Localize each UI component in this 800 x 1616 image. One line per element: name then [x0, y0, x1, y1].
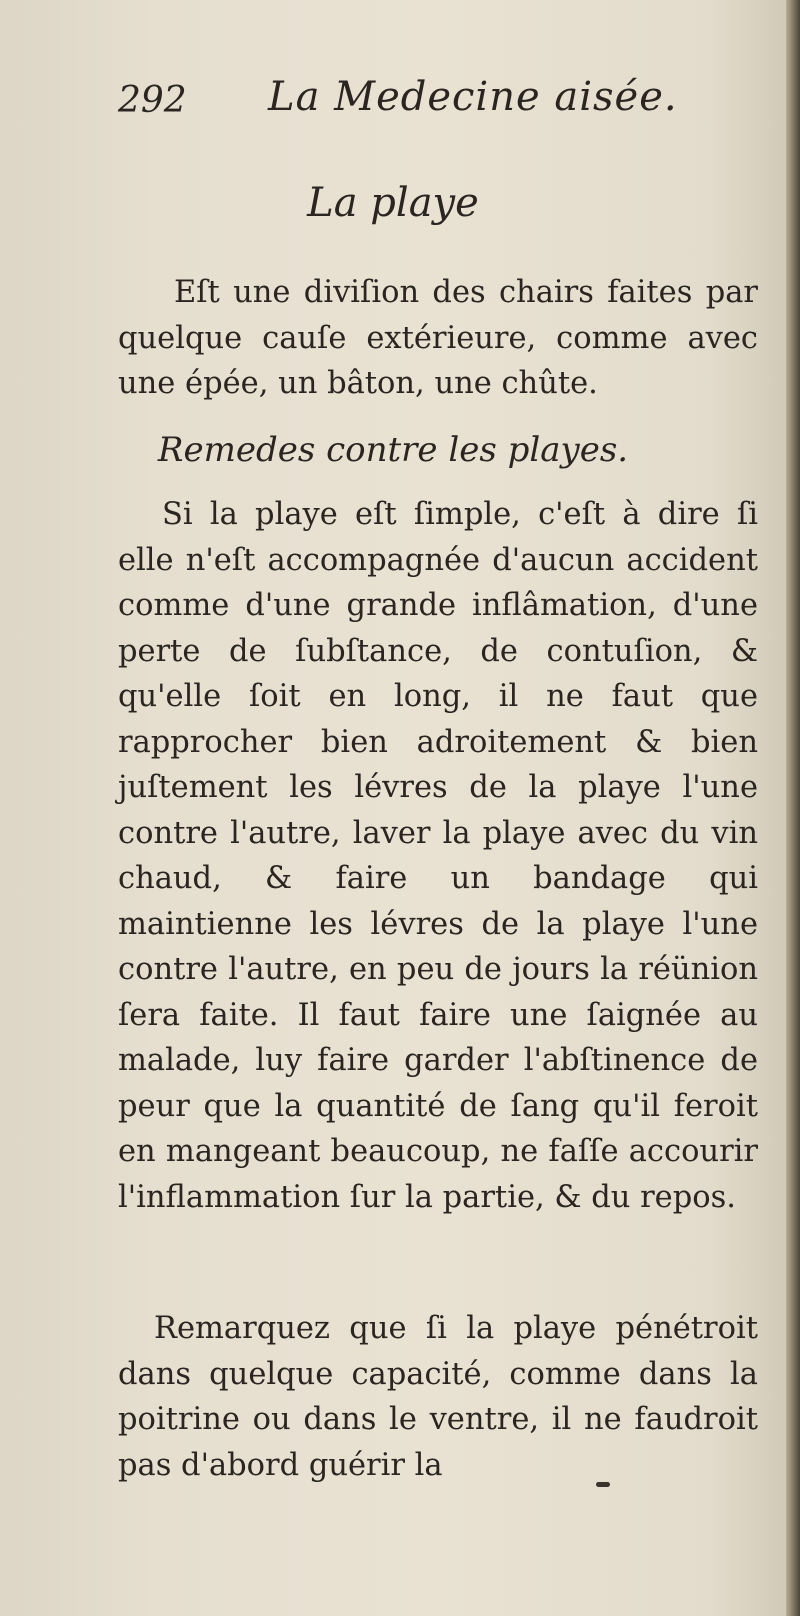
page-number: 292 — [118, 80, 187, 121]
running-title: La Medecine aisée. — [268, 74, 678, 120]
page-edge-shadow — [786, 0, 800, 1616]
paragraph-remedes: Si la playe eſt ſimple, c'eſt à dire ſi elle n'eſt accompagnée d'aucun accident comme d'une grande inflâmation, d'une perte de ſubſtance, de contuſion, & qu'elle ſoit en long, il ne faut que rapprocher bien adroitement & bien juſtement les lévres de la playe l'une contre l'autre, laver la playe avec du vin chaud, & faire un bandage qui maintienne les lévres de la playe l'une contre l'autre, en peu de jours la réünion ſera faite. Il faut faire une ſaignée au malade, luy faire garder l'abſtinence de peur que la quantité de ſang qu'il feroit en mangeant beaucoup, ne faſſe accourir l'inflammation ſur la partie, & du repos. — [118, 497, 758, 1215]
section-heading-playe: La playe — [307, 180, 479, 226]
paragraph-remarquez: Remarquez que ſi la playe pénétroit dans quelque capacité, comme dans la poitrine ou dans le ventre, il ne faudroit pas d'abord guérir la — [118, 1311, 758, 1483]
paragraph-definition: Eſt une diviſion des chairs faites par quelque cauſe extérieure, comme avec une épée, un bâton, une chûte. — [118, 275, 758, 401]
section-heading-remedes: Remedes contre les playes. — [157, 430, 629, 470]
page-header — [118, 74, 678, 134]
ink-mark — [596, 1482, 610, 1487]
